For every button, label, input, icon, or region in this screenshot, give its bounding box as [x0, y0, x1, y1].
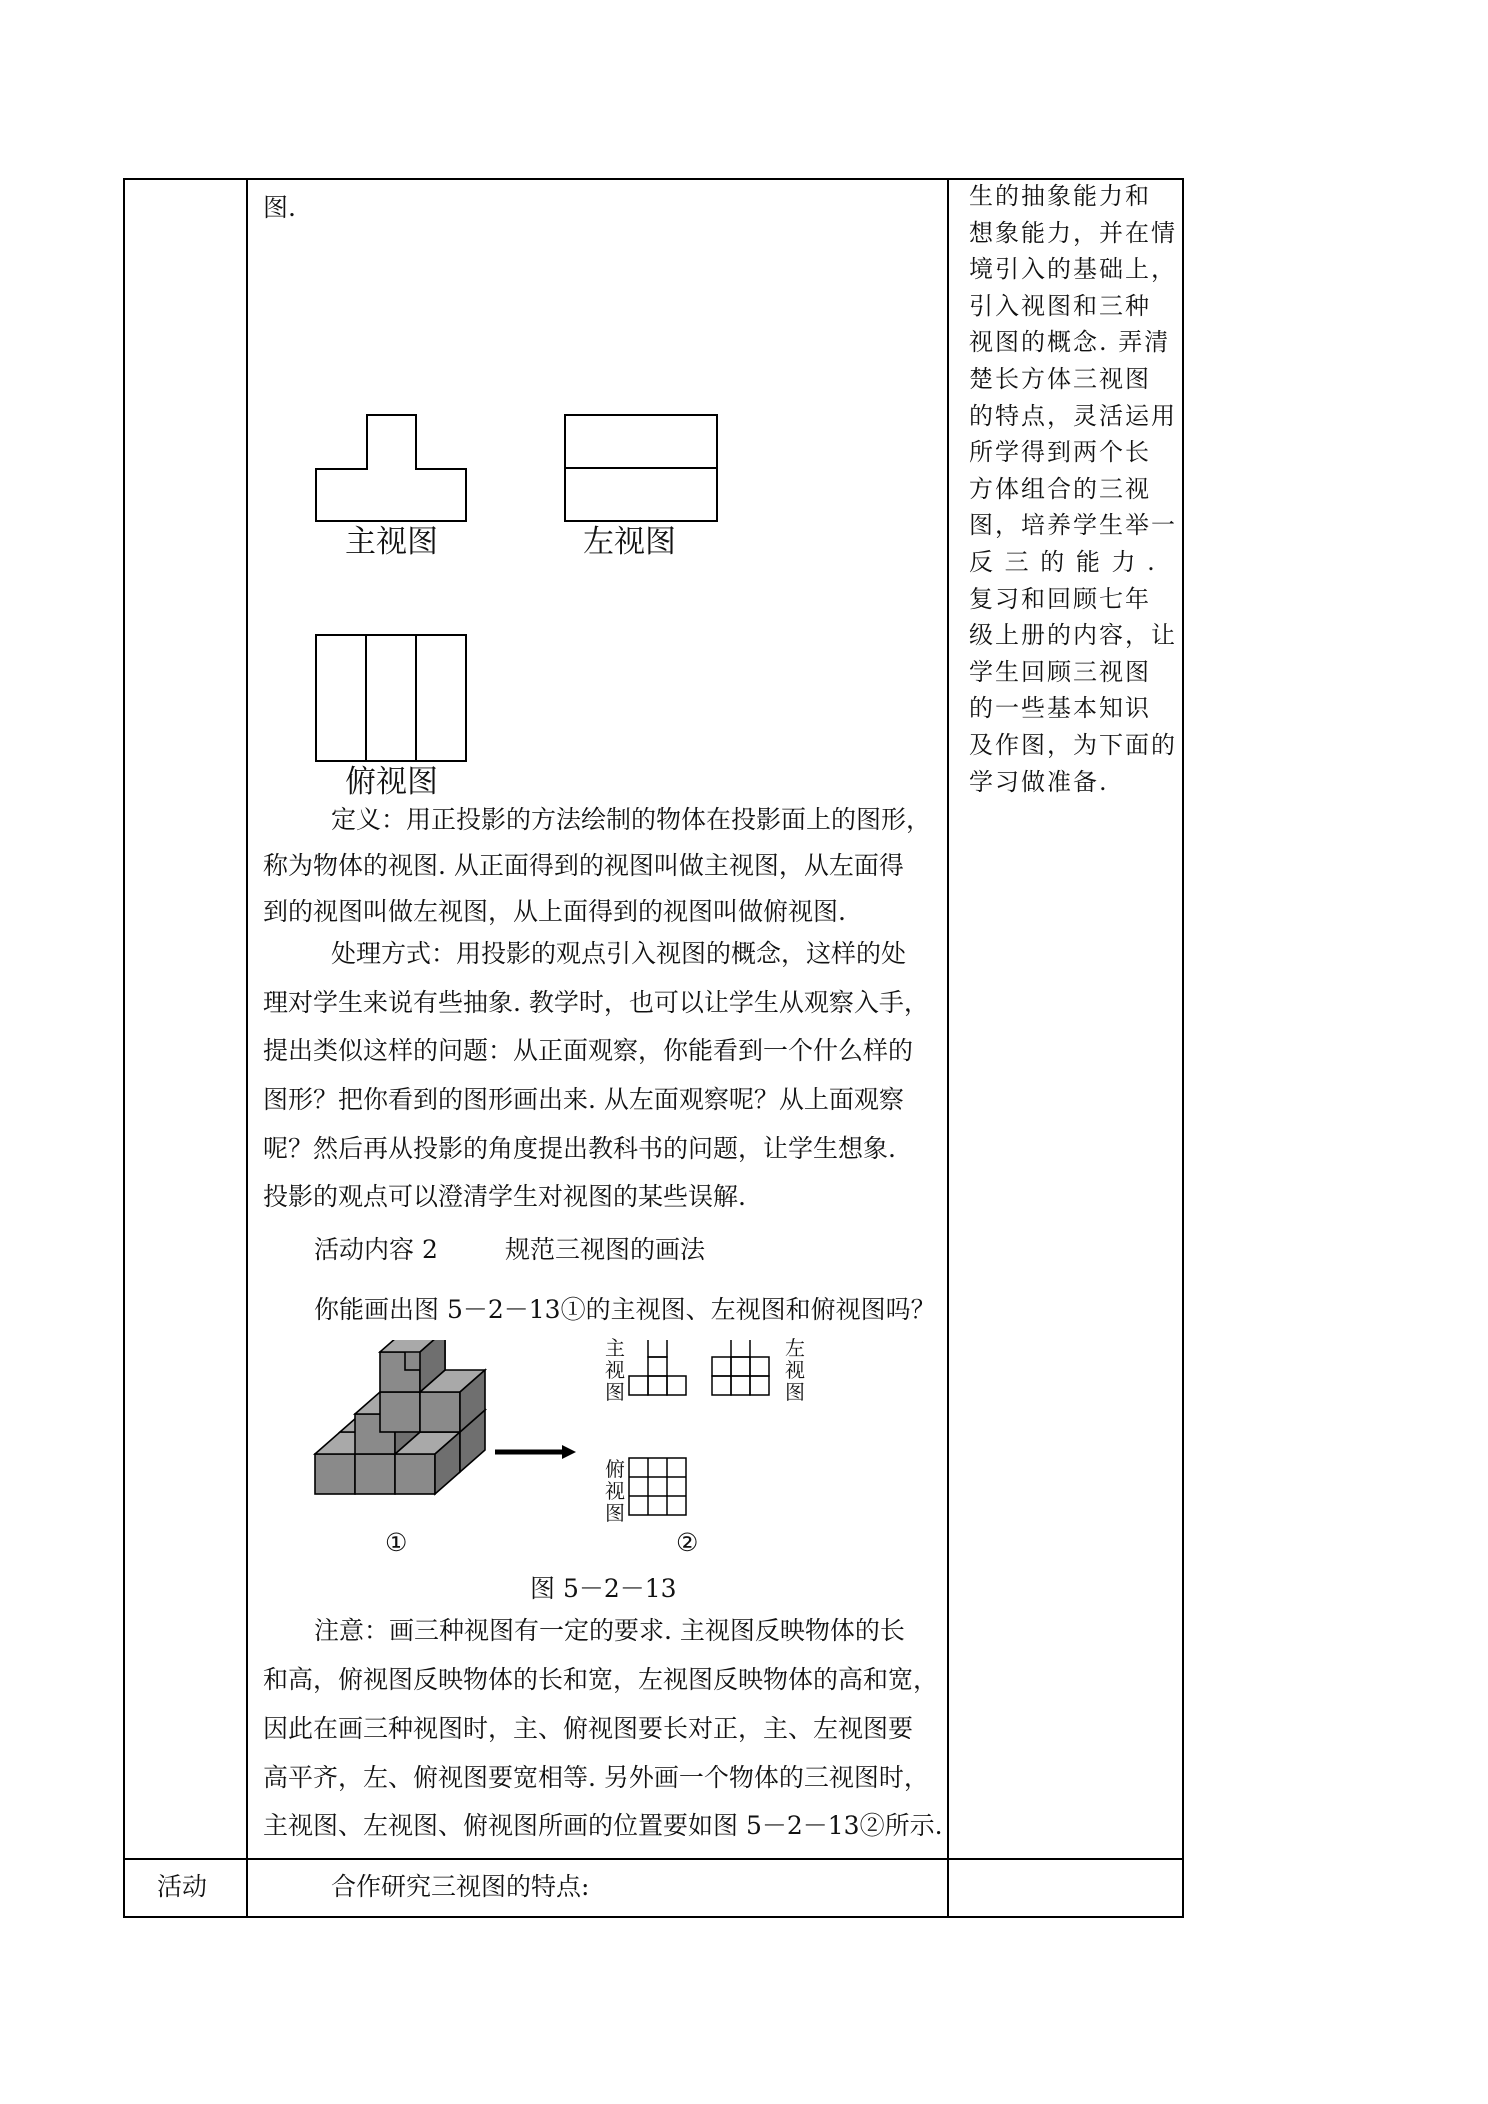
sidebar-line: 境引入的基础上，	[969, 255, 1177, 284]
top-view-shape	[316, 635, 466, 761]
sidebar-line: 图，培养学生举一	[969, 511, 1177, 540]
definition-line: 定义：用正投影的方法绘制的物体在投影面上的图形，	[331, 805, 932, 834]
note-line: 和高，俯视图反映物体的长和宽，左视图反映物体的高和宽，	[263, 1665, 939, 1694]
fig2-left-label: 左视图	[785, 1336, 805, 1404]
top-view-grid	[629, 1458, 686, 1515]
sidebar-line: 级上册的内容，让	[969, 621, 1177, 650]
top-view-label: 俯视图	[345, 764, 438, 800]
activity2-label: 活动内容 2	[314, 1235, 438, 1264]
sidebar-line: 学习做准备.	[969, 767, 1109, 796]
fig2-front-label: 主视图	[605, 1336, 625, 1404]
method-line: 处理方式：用投影的观点引入视图的概念，这样的处	[331, 939, 907, 968]
sidebar-line: 想象能力，并在情	[969, 218, 1177, 247]
sidebar-line: 生的抽象能力和	[969, 182, 1151, 210]
figure-caption: 图 5－2－13	[530, 1574, 677, 1603]
sidebar-line: 所学得到两个长	[969, 438, 1151, 467]
sidebar-line: 反 三 的 能 力 .	[969, 547, 1157, 576]
sidebar-line: 的特点，灵活运用	[969, 401, 1177, 430]
front-view-label: 主视图	[345, 524, 438, 560]
table-left-border	[123, 178, 125, 1918]
sidebar-line: 引入视图和三种	[969, 291, 1151, 320]
note-line: 主视图、左视图、俯视图所画的位置要如图 5－2－13②所示.	[263, 1811, 943, 1840]
top-fragment: 图.	[263, 193, 296, 222]
table-row-divider	[123, 1858, 1184, 1860]
row2-activity-label: 活动	[157, 1872, 208, 1901]
row2-text: 合作研究三视图的特点:	[331, 1872, 590, 1901]
fig2-top-label: 俯视图	[605, 1457, 625, 1525]
method-line: 提出类似这样的问题：从正面观察，你能看到一个什么样的	[263, 1036, 914, 1065]
definition-line: 到的视图叫做左视图，从上面得到的视图叫做俯视图.	[263, 897, 846, 926]
sidebar-line: 方体组合的三视	[969, 474, 1151, 503]
method-line: 理对学生来说有些抽象. 教学时，也可以让学生从观察入手，	[263, 988, 929, 1017]
sidebar-line: 的一些基本知识	[969, 694, 1151, 723]
activity2-title: 规范三视图的画法	[505, 1235, 706, 1264]
figure-three-views	[300, 405, 740, 805]
method-line: 图形？把你看到的图形画出来. 从左面观察呢？从上面观察	[263, 1085, 904, 1114]
method-line: 呢？然后再从投影的角度提出教科书的问题，让学生想象.	[263, 1134, 896, 1163]
sidebar-line: 楚长方体三视图	[969, 364, 1151, 393]
figure-marker-1: ①	[385, 1528, 408, 1557]
note-line: 高平齐，左、俯视图要宽相等. 另外画一个物体的三视图时，	[263, 1763, 929, 1792]
design-intent-column	[969, 178, 1175, 800]
definition-line: 称为物体的视图. 从正面得到的视图叫做主视图，从左面得	[263, 851, 904, 880]
sidebar-line: 学生回顾三视图	[969, 657, 1151, 686]
sidebar-line: 及作图，为下面的	[969, 730, 1177, 759]
figure-marker-2: ②	[676, 1528, 699, 1557]
table-bottom-border	[123, 1916, 1184, 1918]
sidebar-line: 视图的概念. 弄清	[969, 328, 1171, 357]
left-view-grid	[712, 1340, 769, 1395]
front-view-grid	[629, 1340, 686, 1395]
question-text: 你能画出图 5－2－13①的主视图、左视图和俯视图吗？	[314, 1295, 936, 1324]
method-line: 投影的观点可以澄清学生对视图的某些误解.	[263, 1182, 746, 1211]
table-col-divider-1	[246, 178, 248, 1918]
note-line: 注意：画三种视图有一定的要求. 主视图反映物体的长	[314, 1616, 905, 1645]
note-line: 因此在画三种视图时，主、俯视图要长对正，主、左视图要	[263, 1714, 914, 1743]
table-col-divider-2	[947, 178, 949, 1918]
front-view-shape	[316, 415, 466, 521]
table-right-border	[1182, 178, 1184, 1918]
sidebar-line: 复习和回顾七年	[969, 584, 1151, 613]
left-view-label: 左视图	[583, 524, 676, 560]
